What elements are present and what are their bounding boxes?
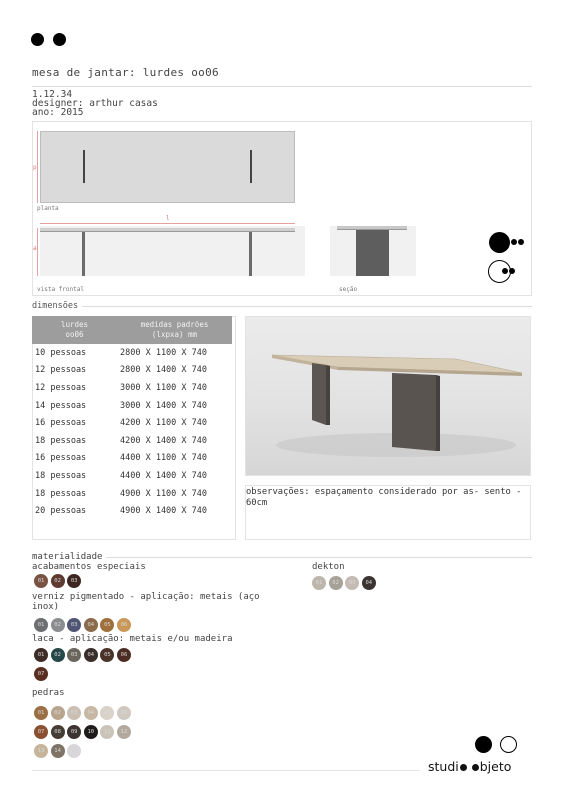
dim-l-label: l (166, 215, 170, 222)
swatch-varnish-02: 02 (51, 618, 65, 632)
swatch-varnish-04: 04 (84, 618, 98, 632)
table-row (32, 502, 232, 520)
swatch-stones_row3-14: 14 (51, 744, 65, 758)
swatch-stones_row1-03: 03 (67, 706, 81, 720)
front-tabletop (40, 228, 295, 232)
table-row (32, 467, 232, 485)
dekton-title: dekton (312, 562, 345, 572)
swatch-special-03: 03 (67, 574, 81, 588)
special-finishes-title: acabamentos especiais (32, 562, 146, 572)
product-code: 1.12.34 (32, 89, 73, 100)
swatch-dekton-01: 01 (312, 576, 326, 590)
swatch-stones_row1-05: 05 (100, 706, 114, 720)
plan-leg-left (83, 150, 85, 183)
row-people: 18 pessoas (35, 488, 87, 499)
dimensions-table (32, 316, 232, 520)
logo-dot-left (31, 33, 44, 46)
brand-wordmark-dot-1 (460, 764, 467, 771)
footer-rule (32, 770, 420, 771)
swatch-lacquer-04: 04 (84, 648, 98, 662)
table-row (32, 450, 232, 468)
swatch-stones_row1-02: 02 (51, 706, 65, 720)
stones-swatches-row1 (34, 706, 134, 720)
swatch-stones_row3-15: 15 (67, 744, 81, 758)
swatch-special-02: 02 (51, 574, 65, 588)
swatch-special-01: 01 (34, 574, 48, 588)
brand-dot-filled (475, 736, 492, 753)
row-people: 12 pessoas (35, 365, 87, 376)
materials-divider (32, 557, 532, 558)
plan-depth-line (37, 131, 38, 203)
swatch-stones_row2-09: 09 (67, 725, 81, 739)
lacquer-title: laca - aplicação: metais e/ou madeira (32, 634, 233, 644)
swatch-lacquer-05: 05 (100, 648, 114, 662)
observations-text: observações: espaçamento considerado por as- sento - 60cm (246, 487, 522, 508)
swatch-varnish-01: 01 (34, 618, 48, 632)
varnish-swatches (34, 618, 134, 632)
stones-swatches-row2 (34, 725, 134, 739)
section-leg (356, 230, 389, 276)
row-size: 4400 X 1100 X 740 (120, 453, 207, 464)
swatch-stones_row2-11: 11 (100, 725, 114, 739)
swatch-stones_row2-12: 12 (117, 725, 131, 739)
brand-wordmark-right: bjeto (479, 759, 512, 774)
table-row (32, 432, 232, 450)
swatch-stones_row1-01: 01 (34, 706, 48, 720)
dimensions-divider (32, 306, 532, 307)
swatch-stones_row2-07: 07 (34, 725, 48, 739)
table-row (32, 397, 232, 415)
dim-p-label: p (33, 164, 37, 171)
swatch-lacquer-02: 02 (51, 648, 65, 662)
lacquer-swatches-row1 (34, 648, 134, 662)
dekton-swatches (312, 576, 378, 590)
front-view-backdrop (40, 226, 305, 276)
table-render (246, 317, 531, 476)
front-leg-left (82, 232, 85, 276)
lacquer-swatches-row2 (34, 667, 51, 681)
row-people: 14 pessoas (35, 400, 87, 411)
table-row (32, 379, 232, 397)
swatch-stones_row3-13: 13 (34, 744, 48, 758)
stones-title: pedras (32, 688, 65, 698)
swatch-stones_row2-10: 10 (84, 725, 98, 739)
plan-leg-right (250, 150, 252, 183)
logo-dot-right (53, 33, 66, 46)
dimensions-title: dimensões (32, 301, 82, 311)
swatch-varnish-06: 06 (117, 618, 131, 632)
front-width-line (40, 223, 295, 224)
row-size: 4900 X 1100 X 740 (120, 488, 207, 499)
swatch-lacquer-06: 06 (117, 648, 131, 662)
stones-swatches-row3 (34, 744, 84, 758)
dim-a-label: a (33, 245, 37, 252)
brand-wordmark-dot-2 (472, 764, 479, 771)
designer-line: designer: arthur casas (32, 98, 158, 109)
row-size: 4200 X 1400 X 740 (120, 435, 207, 446)
row-size: 4400 X 1400 X 740 (120, 470, 207, 481)
row-people: 18 pessoas (35, 470, 87, 481)
mark-small-dot-2 (518, 239, 524, 245)
swatch-stones_row1-04: 04 (84, 706, 98, 720)
brand-dot-outline (500, 736, 517, 753)
product-photo (245, 316, 531, 476)
mark-ring-dot-2 (509, 268, 515, 274)
table-row (32, 414, 232, 432)
swatch-dekton-03: 03 (345, 576, 359, 590)
swatch-stones_row1-06: 06 (117, 706, 131, 720)
row-size: 3000 X 1100 X 740 (120, 382, 207, 393)
year-line: ano: 2015 (32, 107, 84, 118)
row-people: 12 pessoas (35, 382, 87, 393)
section-label: seção (339, 286, 358, 293)
table-row (32, 362, 232, 380)
mark-big-dot (489, 232, 510, 253)
product-title: mesa de jantar: lurdes oo06 (32, 66, 219, 79)
row-people: 16 pessoas (35, 453, 87, 464)
special-finishes-swatches (34, 574, 84, 588)
brand-wordmark (428, 759, 511, 774)
mark-small-dot-1 (511, 239, 517, 245)
swatch-dekton-04: 04 (362, 576, 376, 590)
col-header-size: medidas padrões (lxpxa) mm (117, 316, 232, 344)
col-header-model: lurdes oo06 (32, 316, 117, 344)
swatch-varnish-03: 03 (67, 618, 81, 632)
swatch-dekton-02: 02 (329, 576, 343, 590)
table-row (32, 485, 232, 503)
front-height-line (37, 228, 38, 276)
row-people: 18 pessoas (35, 435, 87, 446)
plan-label: planta (37, 205, 59, 212)
varnish-title: verniz pigmentado - aplicação: metais (aço inox) (32, 592, 260, 612)
brand-wordmark-left: studi (428, 759, 459, 774)
front-leg-right (249, 232, 252, 276)
row-people: 16 pessoas (35, 418, 87, 429)
swatch-stones_row2-08: 08 (51, 725, 65, 739)
row-size: 2800 X 1400 X 740 (120, 365, 207, 376)
row-size: 2800 X 1100 X 740 (120, 347, 207, 358)
row-people: 20 pessoas (35, 506, 87, 517)
swatch-lacquer-01: 01 (34, 648, 48, 662)
materials-title: materialidade (32, 552, 106, 562)
row-size: 4900 X 1400 X 740 (120, 506, 207, 517)
row-size: 3000 X 1400 X 740 (120, 400, 207, 411)
swatch-lacquer-07: 07 (34, 667, 48, 681)
front-view-label: vista frontal (37, 286, 84, 293)
swatch-varnish-05: 05 (100, 618, 114, 632)
row-people: 10 pessoas (35, 347, 87, 358)
swatch-lacquer-03: 03 (67, 648, 81, 662)
mark-ring-dot-1 (502, 268, 508, 274)
row-size: 4200 X 1100 X 740 (120, 418, 207, 429)
plan-view (40, 131, 295, 203)
title-divider (32, 86, 532, 87)
table-row (32, 344, 232, 362)
